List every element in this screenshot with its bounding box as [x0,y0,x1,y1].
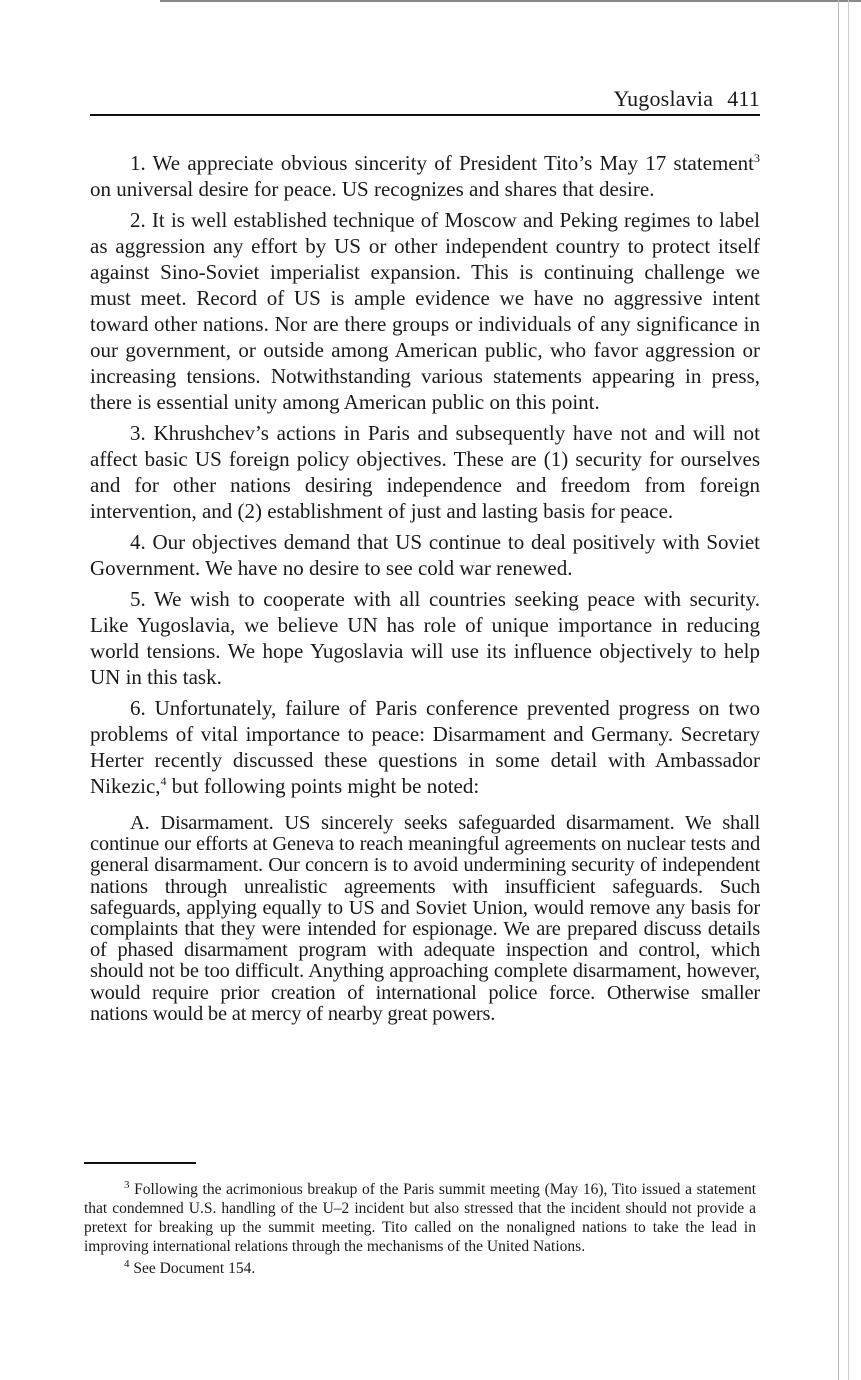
paragraph-6: 6. Unfortunately, failure of Paris conference prevented progress on two problems of vital importance to peace: Disarmament and Germany. Secretary Herter recently discussed these questions in some detail with Ambassador Nikezic,$^4$ but following points might be noted: [90,696,760,798]
paragraph-5: 5. We wish to cooperate with all countries seeking peace with security. Like Yugoslavia, we believe UN has role of unique importance in reducing world tensions. We hope Yugoslavia will use its influence objectively to help UN in this task. [90,587,760,689]
footnote-3: $^3$ Following the acrimonious breakup of the Paris summit meeting (May 16), Tito issued a statement that condemned U.S. handling of the U–2 incident but also stressed that the incident should not provide a pretext for breaking up the summit meeting. Tito called on the nonaligned nations to take the lead in improving international relations through the mechanisms of the United Nations. [84,1178,757,1255]
footnote-ref-3[interactable]: 3 [754,151,760,165]
paragraph-3: 3. Khrushchev’s actions in Paris and subsequently have not and will not affect basic US foreign policy objectives. These are (1) security for ourselves and for other nations desiring independence and freedom from foreign intervention, and (2) establishment of just and lasting basis for peace. [90,421,760,523]
running-header [90,84,760,116]
page-top-edge [160,0,861,2]
paragraph-4: 4. Our objectives demand that US continue to deal positively with Soviet Government. We have no desire to see cold war renewed. [90,530,760,580]
footnote-marker: 3 [124,1178,130,1191]
footnotes [84,1180,756,1281]
footnote-rule [84,1162,196,1164]
footnote-4: $^4$ See Document 154. [124,1257,256,1277]
paragraph-2: 2. It is well established technique of Moscow and Peking regimes to label as aggression any effort by US or other independent country to protect itself against Sino-Soviet imperialist expansion. This is continuing challenge we must meet. Record of US is ample evidence we have no aggressive intent toward other nations. Nor are there groups or individuals of any significance in our government, or outside among American public, who favor aggression or increasing tensions. Notwithstanding various statements appearing in press, there is essential unity among American public on this point. [90,208,760,414]
footnote-ref-4[interactable]: 4 [160,774,167,788]
page-edge-line [848,0,849,1380]
subparagraph-disarmament: A. Disarmament. US sincerely seeks safeguarded disarmament. We shall continue our efforts at Geneva to reach meaningful agreements on nuclear tests and general disarmament. Our concern is to avoid undermining security of independent nations through unrealistic agreements with insufficient safeguards. Such safeguards, applying equally to US and Soviet Union, would remove any basis for complaints that they were intended for espionage. We are prepared discuss details of phased disarmament program with adequate inspection and control, which should not be too difficult. Anything approaching complete disarmament, however, would require prior creation of international police force. Otherwise smaller nations would be at mercy of nearby great powers. [90,812,760,1025]
header-title [599,86,760,112]
paragraph-1: 1. We appreciate obvious sincerity of President Tito’s May 17 statement$^3$ on universal desire for peace. US recognizes and shares that desire. [90,151,760,201]
page-number: 411 [727,86,760,111]
header-chapter: Yugoslavia [613,86,714,111]
body-text [90,150,760,1030]
footnote-marker: 4 [124,1257,130,1270]
page-edge-line [838,0,839,1380]
